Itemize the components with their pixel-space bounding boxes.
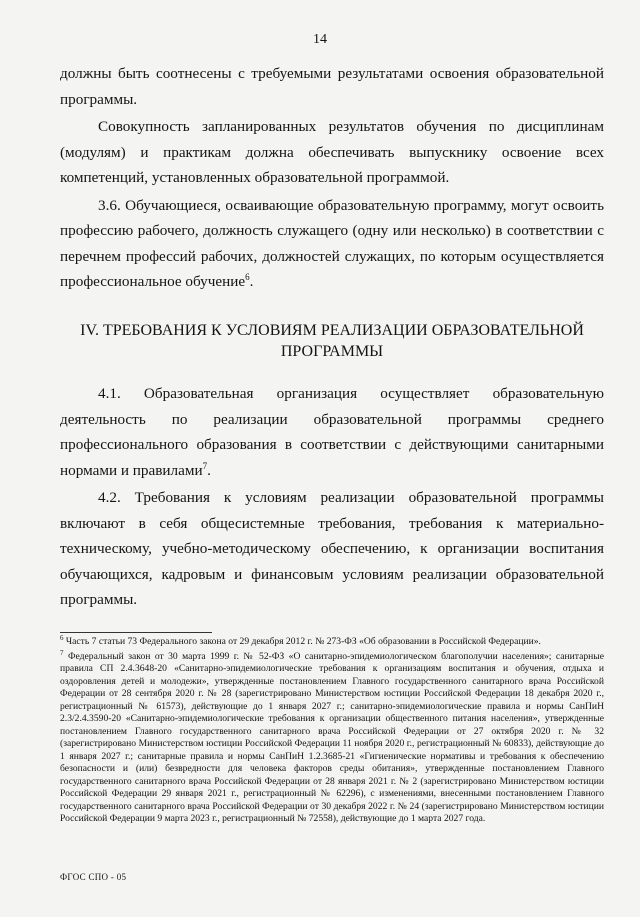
- paragraph-continuation: должны быть соотнесены с требуемыми результатами освоения образовательной программы.: [60, 65, 604, 108]
- footnote-ref-7[interactable]: 7: [202, 460, 208, 471]
- section-heading-line2: ПРОГРАММЫ: [280, 343, 384, 360]
- footnote-6-text: Часть 7 статьи 73 Федерального закона от 29 декабря 2012 г. № 273-ФЗ «Об образовании в Российской Федерации».: [65, 636, 541, 647]
- paragraph-3-6: 3.6. Обучающиеся, осваивающие образовательную программу, могут освоить профессию рабочего, должность служащего (одну или несколько) в соответствии с перечнем профессий рабочих, должностей служащих, по которым осуществляется профессиональное обучение$^6$.: [60, 196, 604, 290]
- paragraph-4-1: 4.1. Образовательная организация осуществляет образовательную деятельность по реализации образовательной программы среднего профессионального образования в соответствии с действующими санитарными нормами и правилами$^7$.: [60, 385, 604, 479]
- section-heading-line1: IV. ТРЕБОВАНИЯ К УСЛОВИЯМ РЕАЛИЗАЦИИ ОБРАЗОВАТЕЛЬНОЙ: [80, 322, 584, 339]
- text-block-1: [60, 61, 604, 295]
- section-heading: [60, 320, 604, 362]
- paragraph-4-2: 4.2. Требования к условиям реализации образовательной программы включают в себя общесистемные требования, требования к материально-техническому, учебно-методическому обеспечению, к организации воспитания обучающихся, кадровым и финансовым условиям реализации образовательной программы.: [60, 489, 604, 608]
- footer-code: ФГОС СПО - 05: [60, 872, 127, 882]
- footnote-6-marker: 6: [60, 633, 64, 642]
- footnote-6: [60, 633, 604, 649]
- footnotes: [60, 633, 604, 826]
- paragraph-results: Совокупность запланированных результатов обучения по дисциплинам (модулям) и практикам должна обеспечивать выпускнику освоение всех компетенций, установленных образовательной программой.: [60, 118, 604, 186]
- paragraph-3-6-text: 3.6. Обучающиеся, осваивающие образовательную программу, могут освоить профессию рабочего, должность служащего (одну или несколько) в соответствии с перечнем профессий рабочих, должностей служащих, по которым осуществляется профессиональное обучение: [60, 196, 604, 290]
- footnote-7-text: Федеральный закон от 30 марта 1999 г. № 52-ФЗ «О санитарно-эпидемиологическом благополучии населения»; санитарные правила СП 2.4.3648-20 «Санитарно-эпидемиологические требования к организациям воспитания и обучения, отдыха и оздоровления детей и молодежи», утвержденные постановлением Главного государственного санитарного врача Российской Федерации от 28 сентября 2020 г. № 28 (зарегистрировано Министерством юстиции Российской Федерации 18 декабря 2020 г., регистрационный № 61573), действующие до 1 января 2027 г.; санитарно-эпидемиологические правила и нормы СанПиН 2.3/2.4.3590-20 «Санитарно-эпидемиологические требования к организации общественного питания населения», утвержденные постановлением Главного государственного санитарного врача Российской Федерации от 27 октября 2020 г. № 32 (зарегистрировано Министерством юстиции Российской Федерации 11 ноября 2020 г., регистрационный № 60833), действующие до 1 января 2027 г.; санитарные правила и нормы СанПиН 1.2.3685-21 «Гигиенические нормативы и требования к обеспечению безопасности и (или) безвредности для человека факторов среды обитания», утвержденные постановлением Главного государственного санитарного врача Российской Федерации от 28 января 2021 г. № 2 (зарегистрировано Министерством юстиции Российской Федерации 29 января 2021 г., регистрационный № 62296), с изменениями, внесенными постановлением Главного государственного санитарного врача Российской Федерации от 30 декабря 2022 г. № 24 (зарегистрировано Министерством юстиции Российской Федерации 9 марта 2023 г., регистрационный № 72558), действующие до 1 марта 2027 года.: [60, 650, 604, 824]
- footnote-divider: [60, 632, 212, 633]
- page-number: 14: [313, 32, 327, 47]
- paragraph-4-1-text: 4.1. Образовательная организация осуществляет образовательную деятельность по реализации образовательной программы среднего профессионального образования в соответствии с действующими санитарными нормами и правилами: [60, 385, 604, 479]
- footnote-7-marker: 7: [60, 648, 64, 657]
- footnote-ref-6[interactable]: 6: [245, 271, 250, 282]
- text-block-2: [60, 381, 604, 613]
- footnote-7: [60, 648, 604, 826]
